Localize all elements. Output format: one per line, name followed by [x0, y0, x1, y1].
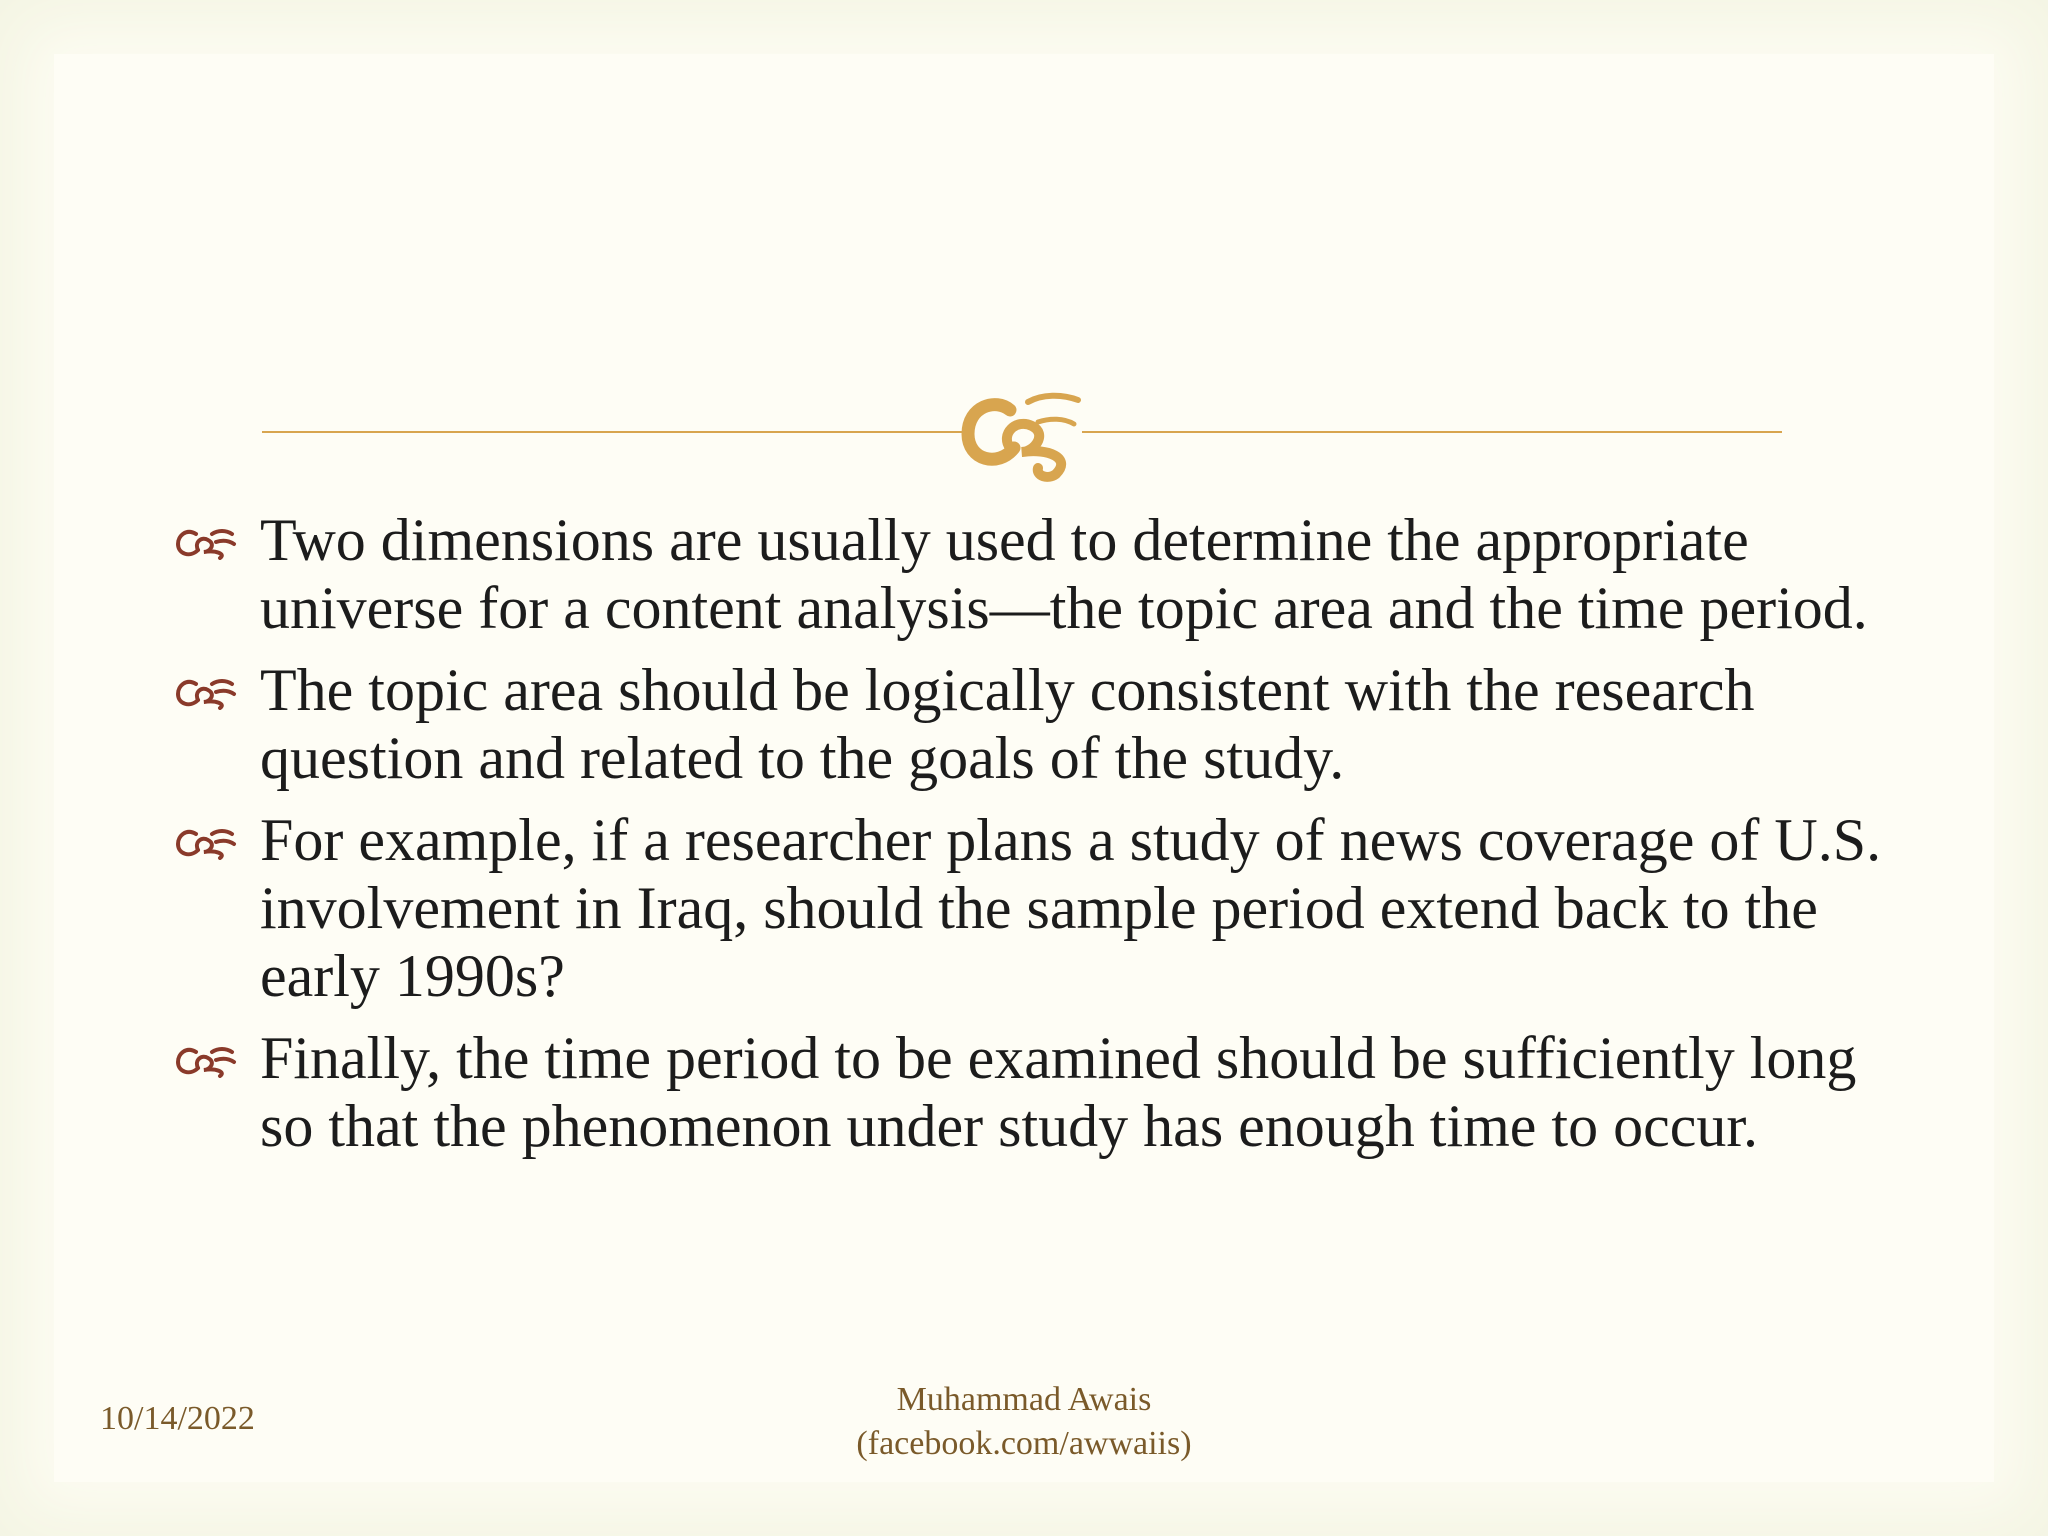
- bullet-text: The topic area should be logically consistent with the research question and related to the goals of the study.: [260, 657, 1755, 791]
- bullet-list: [176, 506, 1896, 1174]
- footer-author: [0, 1378, 2048, 1466]
- bullet-item: [176, 656, 1896, 792]
- footer-author-name: Muhammad Awais: [896, 1381, 1152, 1418]
- footer-date: 10/14/2022: [100, 1400, 255, 1437]
- scroll-ornament-icon: [176, 526, 238, 560]
- bullet-item: [176, 806, 1896, 1010]
- bullet-item: [176, 1024, 1896, 1160]
- divider-rule-right: [1082, 431, 1782, 433]
- scroll-ornament-icon: [176, 676, 238, 710]
- bullet-text: For example, if a researcher plans a study of news coverage of U.S. involvement in Iraq, should the sample period extend back to the early 1990s?: [260, 807, 1882, 1009]
- divider-rule-left: [262, 431, 962, 433]
- footer-author-link: (facebook.com/awwaiis): [856, 1425, 1192, 1462]
- scroll-ornament-icon: [176, 1044, 238, 1078]
- flourish-ornament-icon: [952, 382, 1092, 482]
- title-divider: [262, 386, 1782, 476]
- bullet-text: Finally, the time period to be examined should be sufficiently long so that the phenomenon under study has enough time to occur.: [260, 1025, 1857, 1159]
- bullet-text: Two dimensions are usually used to determine the appropriate universe for a content analysis—the topic area and the time period.: [260, 507, 1868, 641]
- bullet-item: [176, 506, 1896, 642]
- scroll-ornament-icon: [176, 826, 238, 860]
